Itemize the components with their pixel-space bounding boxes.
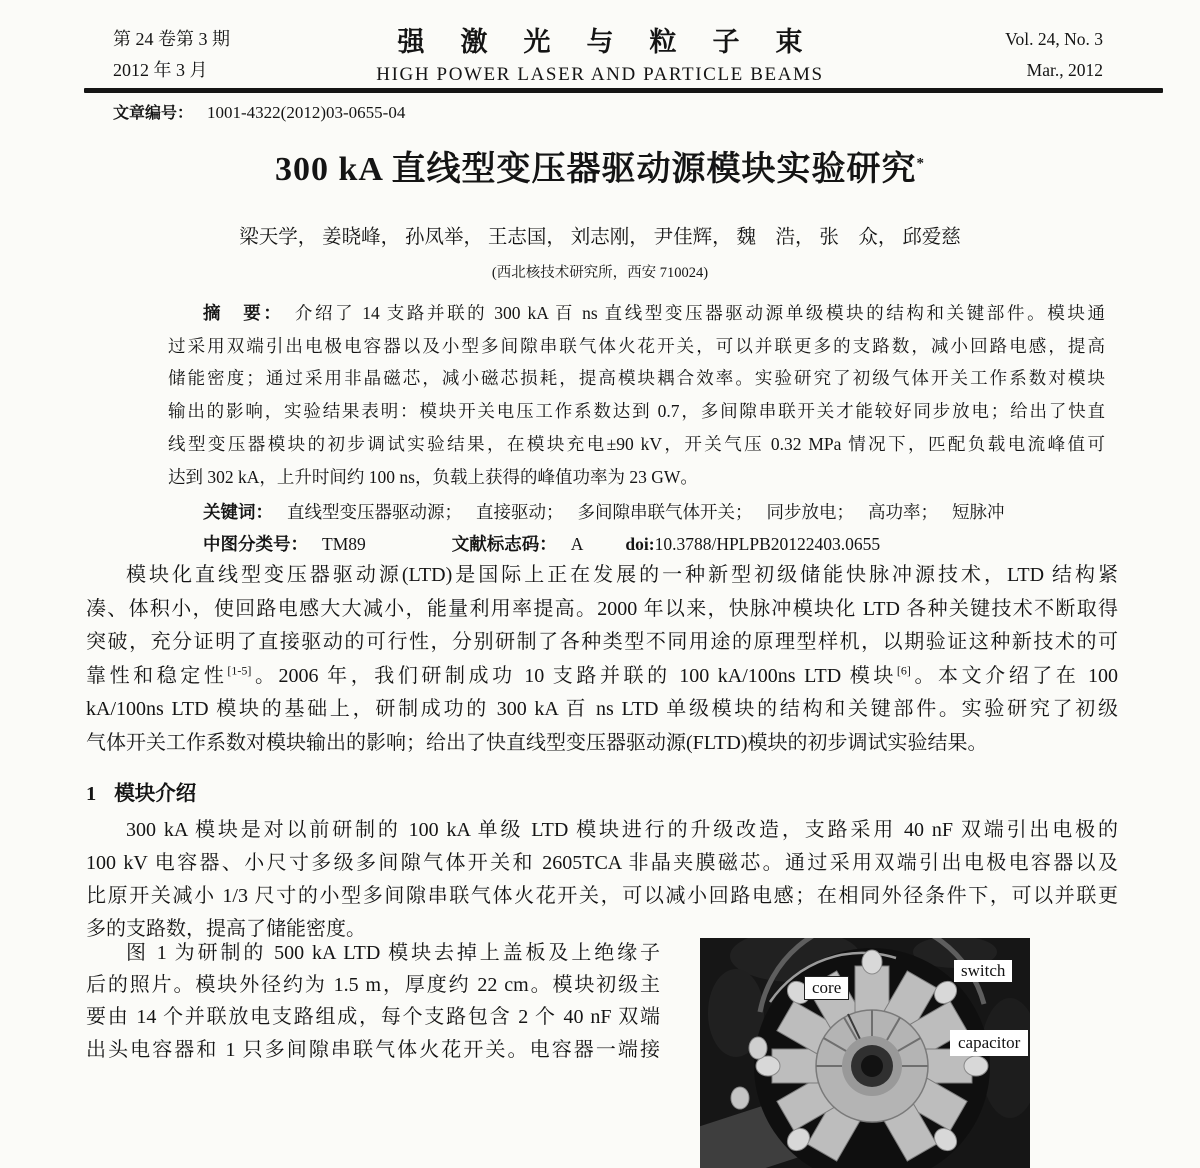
text-line: 突破，充分证明了直接驱动的可行性，分别研制了各种类型不同用途的原理型样机，以期验证这种新技术的可 [86,631,1118,654]
text-line: kA/100ns LTD 模块的基础上，研制成功的 300 kA 百 ns LTD 单级模块的结构和关键部件。实验研究了初级 [86,698,1118,721]
keyword: 高功率； [868,502,938,522]
figure-label-switch: switch [954,960,1012,982]
text-line: 凑、体积小，使回路电感大大减小，能量利用率提高。2000 年以来，快脉冲模块化 LTD 各种关键技术不断取得 [86,597,1118,620]
article-number-label: 文章编号： [113,105,194,122]
text-line: 储能密度；通过采用非晶磁芯，减小磁芯损耗，提高模块耦合效率。实验研究了初级气体开关工作系数对模块 [168,368,1105,389]
section-1-paragraph-2 [86,937,660,1066]
keywords-label: 关键词： [203,502,273,522]
text-line: 达到 302 kA，上升时间约 100 ns，负载上获得的峰值功率为 23 GW。 [168,466,698,487]
introduction-paragraph [86,559,1118,761]
abstract-block [168,297,1105,493]
journal-date-cn: 2012 年 3 月 [113,60,208,80]
figure-label-capacitor: capacitor [950,1030,1028,1056]
doc-code-label: 文献标志码： [451,534,557,554]
keyword: 短脉冲 [952,502,1005,522]
text-line: 比原开关减小 1/3 尺寸的小型多间隙串联气体火花开关，可以减小回路电感；在相同外径条件下，可以并联更 [86,885,1118,907]
header-rule [84,88,1163,93]
text-line: 图 1 为研制的 500 kA LTD 模块去掉上盖板及上绝缘子 [126,942,660,964]
text-line: 过采用双端引出电极电容器以及小型多间隙串联气体火花开关，可以并联更多的支路数，减小回路电感，提高 [168,335,1105,356]
journal-issue-cn: 第 24 卷第 3 期 [113,29,230,49]
section-1-title: 模块介绍 [114,783,197,805]
affiliation: (西北核技术研究所，西安 710024) [491,265,709,281]
journal-name-cn: 强激光与粒子束 [397,27,839,57]
text-line: 100 kV 电容器、小尺寸多级多间隙气体开关和 2605TCA 非晶夹膜磁芯。通过采用双端引出电极电容器以及 [86,852,1118,874]
journal-date-en: Mar., 2012 [1026,60,1103,80]
text-line: 要由 14 个并联放电支路组成，每个支路包含 2 个 40 nF 双端 [86,1006,660,1029]
text-line: 多的支路数，提高了储能密度。 [86,918,366,940]
keyword: 直线型变压器驱动源； [287,502,462,522]
figure-label-core: core [804,976,849,1000]
text-line: 输出的影响，实验结果表明：模块开关电压工作系数达到 0.7，多间隙串联开关才能较好同步放电；给出了快直 [168,401,1105,422]
article-number-line [113,100,405,123]
clc-value: TM89 [322,534,366,554]
text-line: 气体开关工作系数对模块输出的影响；给出了快直线型变压器驱动源(FLTD)模块的初步调试实验结果。 [86,731,988,754]
doi-value: 10.3788/HPLPB20122403.0655 [654,534,881,554]
keyword: 直接驱动； [476,502,564,522]
authors-line: 梁天学， 姜晓峰， 孙凤举， 王志国， 刘志刚， 尹佳辉， 魏 浩， 张 众， 邱爱慈 [239,227,961,248]
text-line: 模块化直线型变压器驱动源(LTD)是国际上正在发展的一种新型初级储能快脉冲源技术，LTD 结构紧 [126,564,1118,586]
article-number-value: 1001-4322(2012)03-0655-04 [207,103,406,122]
doc-code-value: A [570,534,584,554]
text-line: 后的照片。模块外径约为 1.5 m，厚度约 22 cm。模块初级主 [86,974,660,997]
journal-vol-en: Vol. 24, No. 3 [1005,29,1103,49]
clc-label: 中图分类号： [203,534,308,554]
section-1-number: 1 [86,783,97,805]
text-line: 300 kA 模块是对以前研制的 100 kA 单级 LTD 模块进行的升级改造，支路采用 40 nF 双端引出电极的 [126,819,1118,841]
section-1-paragraph-1 [86,814,1118,946]
classification-line [168,531,1128,556]
journal-vol-block [1005,24,1103,86]
keyword-items [287,502,1005,522]
keyword: 同步放电； [766,502,854,522]
title-footnote-marker: * [916,155,926,172]
keywords-line [168,499,1128,524]
text-line: 线型变压器模块的初步调试实验结果，在模块充电±90 kV，开关气压 0.32 MPa 情况下，匹配负载电流峰值可 [168,433,1105,454]
section-1-heading [86,776,196,806]
text-line: 靠性和稳定性[1-5]。2006 年，我们研制成功 10 支路并联的 100 kA/100ns LTD 模块[6]。本文介绍了在 100 [86,663,1119,687]
paper-title: 300 kA 直线型变压器驱动源模块实验研究* [274,151,926,188]
journal-name-en: HIGH POWER LASER AND PARTICLE BEAMS [376,64,824,85]
doi-label: doi: [625,534,655,554]
figure1-ltd-module-photo [700,938,1030,1168]
text-line: 出头电容器和 1 只多间隙串联气体火花开关。电容器一端接 [86,1038,660,1061]
keyword: 多间隙串联气体开关； [577,502,753,522]
text-line: 摘 要： 介绍了 14 支路并联的 300 kA 百 ns 直线型变压器驱动源单级模块的结构和关键部件。模块通 [203,303,1106,323]
